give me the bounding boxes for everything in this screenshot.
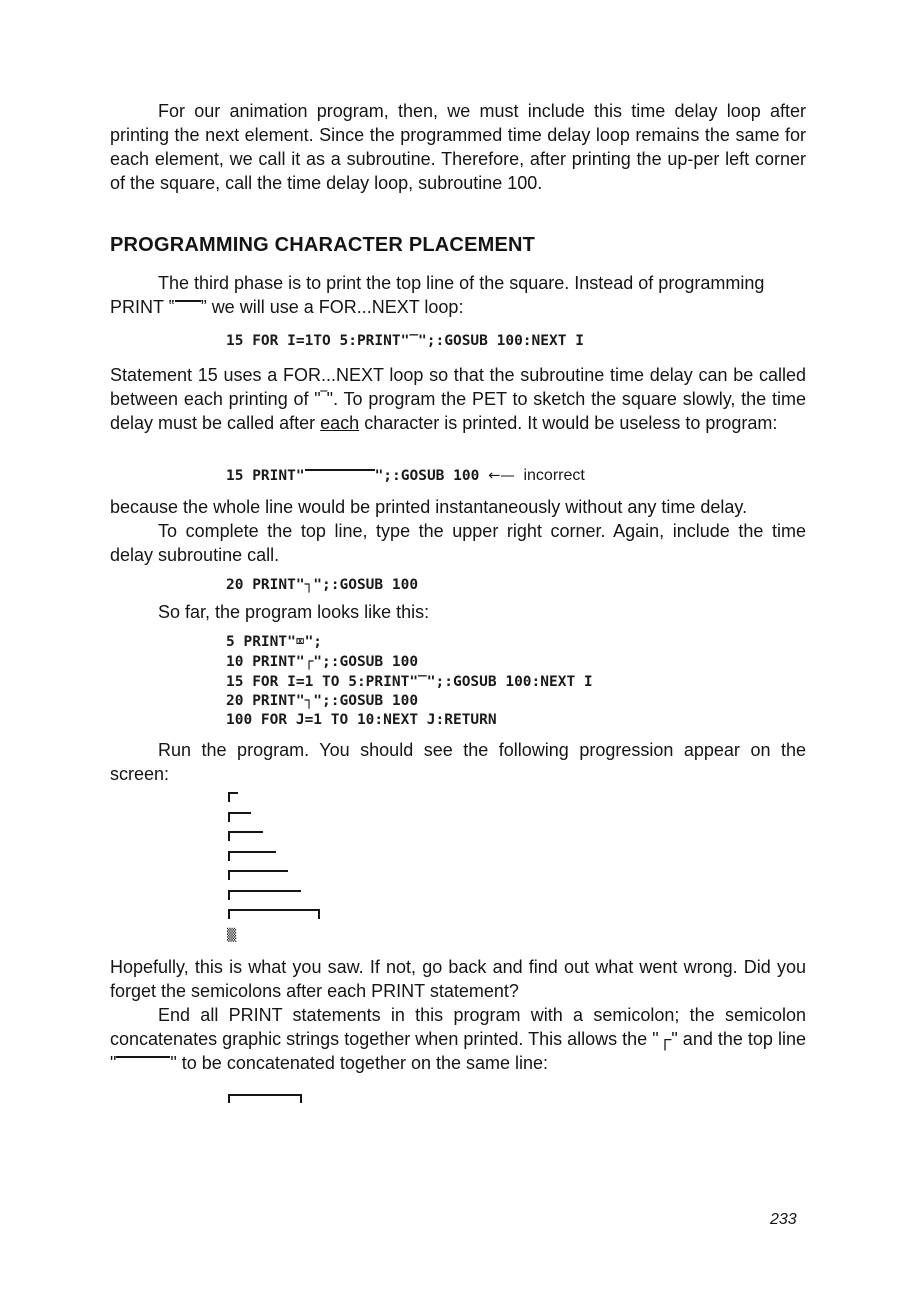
- code-line-incorrect: [226, 466, 585, 486]
- paragraph-third-phase-line2: PRINT ‟ ” we will use a FOR...NEXT loop:: [110, 297, 464, 317]
- final-corner-right-stroke: [300, 1094, 302, 1103]
- paragraph-so-far: So far, the program looks like this:: [158, 602, 430, 622]
- progression-step-2-line: [228, 812, 251, 814]
- paragraph-instantaneous: because the whole line would be printed instantaneously without any time delay.: [110, 497, 748, 517]
- paragraph-statement-15: [110, 363, 806, 435]
- semicolon-text-3: " to be concatenated together on the same line:: [170, 1053, 549, 1073]
- code-line-for-loop: 15 FOR I=1TO 5:PRINT"‾";:GOSUB 100:NEXT I: [226, 333, 584, 349]
- code-incorrect-prefix: 15 PRINT": [226, 468, 305, 484]
- program-line-20: 20 PRINT"┐";:GOSUB 100: [226, 693, 419, 709]
- statement-15-text: Statement 15 uses a FOR...NEXT loop so that the subroutine time delay can be called between each printing of "‾". To program the PET to sketch the square slowly, the time delay must be called after: [110, 365, 806, 433]
- semicolon-text-1: End all PRINT statements in this program with a semicolon; the semicolon concatenates graphic strings together when printed. This allows the ": [110, 1005, 806, 1049]
- progression-step-4-line: [228, 851, 276, 853]
- top-line-glyph-inline: [116, 1056, 170, 1058]
- paragraph-animation-intro: For our animation program, then, we must include this time delay loop after printing the next element. Since the programmed time delay loop remains the same for each element, we call it as a subroutine. Therefore, after printing the up-per left corner of the square, call the time delay loop, subroutine 100.: [110, 101, 806, 193]
- page-number: 233: [770, 1211, 797, 1228]
- cursor-block-icon: ▒: [227, 928, 237, 942]
- semicolon-text-2: " and the top line ": [110, 1029, 806, 1073]
- paragraph-hopefully: Hopefully, this is what you saw. If not, go back and find out what went wrong. Did you forget the semicolons after each PRINT statement?: [110, 957, 806, 1001]
- paragraph-third-phase: [110, 271, 806, 295]
- progression-step-5-line: [228, 870, 288, 872]
- emphasis-each: each: [320, 413, 360, 433]
- left-arrow-icon: ←—: [488, 468, 515, 484]
- progression-step-1-line: [228, 792, 238, 794]
- statement-15-tail: character is printed. It would be useless to program:: [364, 413, 778, 433]
- program-line-5: 5 PRINT"⌧";: [226, 634, 323, 650]
- top-line-glyph: [175, 300, 201, 302]
- progression-step-7-line: [228, 909, 320, 911]
- program-line-15: 15 FOR I=1 TO 5:PRINT"‾";:GOSUB 100:NEXT I: [226, 674, 593, 690]
- final-top-line-stroke: [228, 1094, 302, 1096]
- for-next-text: we will use a FOR...NEXT loop:: [211, 297, 464, 317]
- program-line-10: 10 PRINT"┌";:GOSUB 100: [226, 654, 419, 670]
- progression-step-3-line: [228, 831, 263, 833]
- paragraph-complete-top-line: To complete the top line, type the upper right corner. Again, include the time delay subroutine call.: [110, 521, 806, 565]
- program-line-100: 100 FOR J=1 TO 10:NEXT J:RETURN: [226, 712, 497, 728]
- long-top-line-glyph: [305, 469, 375, 471]
- code-incorrect-suffix: ";:GOSUB 100: [374, 468, 480, 484]
- progression-step-7-right-corner: [318, 909, 320, 919]
- paragraph-third-phase-line1: The third phase is to print the top line of the square. Instead of programming: [158, 273, 765, 293]
- paragraph-run-program: Run the program. You should see the following progression appear on the screen:: [110, 740, 806, 784]
- paragraph-semicolons: [110, 1003, 806, 1075]
- incorrect-label: incorrect: [523, 467, 585, 484]
- progression-step-6-line: [228, 890, 301, 892]
- section-heading: PROGRAMMING CHARACTER PLACEMENT: [110, 234, 536, 256]
- print-keyword: PRINT: [110, 297, 164, 317]
- corner-glyph-icon: ┌: [658, 1029, 672, 1049]
- code-line-upper-right: 20 PRINT"┐";:GOSUB 100: [226, 577, 419, 593]
